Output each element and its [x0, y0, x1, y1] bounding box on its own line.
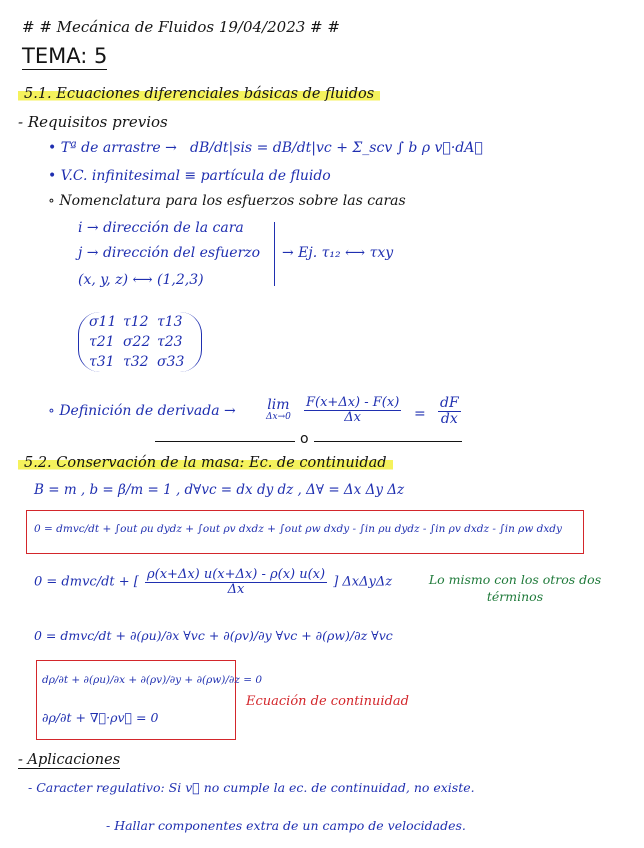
- eq2-lhs: 0 = dmvc/dt + [: [34, 574, 143, 590]
- eq2-numerator: ρ(x+Δx) u(x+Δx) - ρ(x) u(x): [147, 567, 326, 582]
- nomenclature-xyz: (x, y, z) ⟷ (1,2,3): [78, 272, 204, 288]
- matrix-cell: τ31: [89, 354, 115, 370]
- application-item-velocity-field: - Hallar componentes extra de un campo de velocidades.: [106, 818, 466, 833]
- continuity-eq-expanded: dρ/∂t + ∂(ρu)/∂x + ∂(ρv)/∂y + ∂(ρw)/∂z = 0: [42, 674, 263, 686]
- partial-derivative-eq: 0 = dmvc/dt + ∂(ρu)/∂x ∀vc + ∂(ρv)/∂y ∀vc + ∂(ρw)/∂z ∀vc: [34, 628, 393, 643]
- matrix-cell: τ13: [157, 314, 183, 330]
- derivative-numerator: F(x+Δx) - F(x): [306, 395, 400, 410]
- prereq-title: - Requisitos previos: [18, 113, 168, 131]
- section-divider-mark: o: [300, 431, 309, 447]
- differential-balance-eq: [34, 568, 392, 596]
- matrix-cell: τ23: [157, 334, 183, 350]
- derivative-lim-text: lim: [267, 397, 290, 413]
- continuity-equation-label: Ecuación de continuidad: [246, 694, 409, 709]
- derivative-result-num: dF: [440, 395, 459, 411]
- derivative-quotient: [304, 396, 401, 424]
- derivative-result-fraction: [438, 396, 461, 426]
- stress-tensor-matrix: [78, 312, 202, 372]
- matrix-cell: σ22: [123, 334, 151, 350]
- bullet-nomenclature: ∘ Nomenclatura para los esfuerzos sobre las caras: [48, 193, 406, 209]
- matrix-cell: σ33: [157, 354, 185, 370]
- section-5-2-heading: 5.2. Conservación de la masa: Ec. de continuidad: [18, 455, 393, 471]
- continuity-equation-box: [36, 660, 236, 740]
- section-divider-right: [314, 441, 462, 442]
- derivative-result: [436, 396, 463, 426]
- matrix-cell: σ11: [89, 314, 117, 330]
- bullet-vc-infinitesimal: • V.C. infinitesimal ≡ partícula de fluido: [48, 168, 331, 184]
- matrix-cell: τ12: [123, 314, 149, 330]
- derivative-lim-sub: Δx→0: [266, 412, 291, 423]
- nomenclature-j: j → dirección del esfuerzo: [78, 245, 261, 261]
- derivative-definition-label: ∘ Definición de derivada →: [48, 403, 236, 419]
- continuity-eq-vector: ∂ρ/∂t + ∇⃗·ρv⃗ = 0: [42, 710, 159, 725]
- derivative-fraction: [302, 396, 403, 424]
- eq2-rhs: ] ΔxΔyΔz: [333, 574, 393, 590]
- nomenclature-example: → Ej. τ₁₂ ⟷ τxy: [282, 245, 394, 261]
- tema-heading: TEMA: 5: [22, 44, 108, 68]
- derivative-denominator: Δx: [344, 409, 361, 425]
- transport-theorem-eq: dB/dt|sis = dB/dt|vc + Σ_scv ∫ b ρ v⃗·dA⃗: [190, 140, 483, 156]
- eq2-fraction: [145, 568, 327, 596]
- matrix-cell: τ32: [123, 354, 149, 370]
- section-5-1-heading: 5.1. Ecuaciones diferenciales básicas de fluidos: [18, 86, 380, 102]
- applications-title: - Aplicaciones: [18, 752, 121, 768]
- derivative-result-den: dx: [440, 410, 458, 427]
- section-divider-left: [155, 441, 295, 442]
- continuity-definitions: B = m , b = β/m = 1 , d∀vc = dx dy dz , Δ∀ = Δx Δy Δz: [34, 482, 405, 498]
- nomenclature-brace: [274, 222, 275, 286]
- matrix-cell: τ21: [89, 334, 115, 350]
- eq2-side-note: Lo mismo con los otros dos términos: [428, 572, 602, 604]
- eq2-denominator: Δx: [227, 581, 245, 597]
- transport-theorem-label: • Tª de arrastre →: [48, 140, 177, 156]
- page-header-title: # # Mecánica de Fluidos 19/04/2023 # #: [22, 18, 340, 36]
- derivative-limit: [266, 398, 291, 423]
- nomenclature-i: i → dirección de la cara: [78, 220, 244, 236]
- derivative-equals: =: [414, 406, 426, 422]
- application-item-regulative: - Caracter regulativo: Si v⃗ no cumple la ec. de continuidad, no existe.: [28, 780, 475, 795]
- integral-balance-eq: 0 = dmvc/dt + ∫out ρu dydz + ∫out ρv dxdz + ∫out ρw dxdy - ∫in ρu dydz - ∫in ρv dxdz - ∫in ρw dxdy: [34, 523, 562, 535]
